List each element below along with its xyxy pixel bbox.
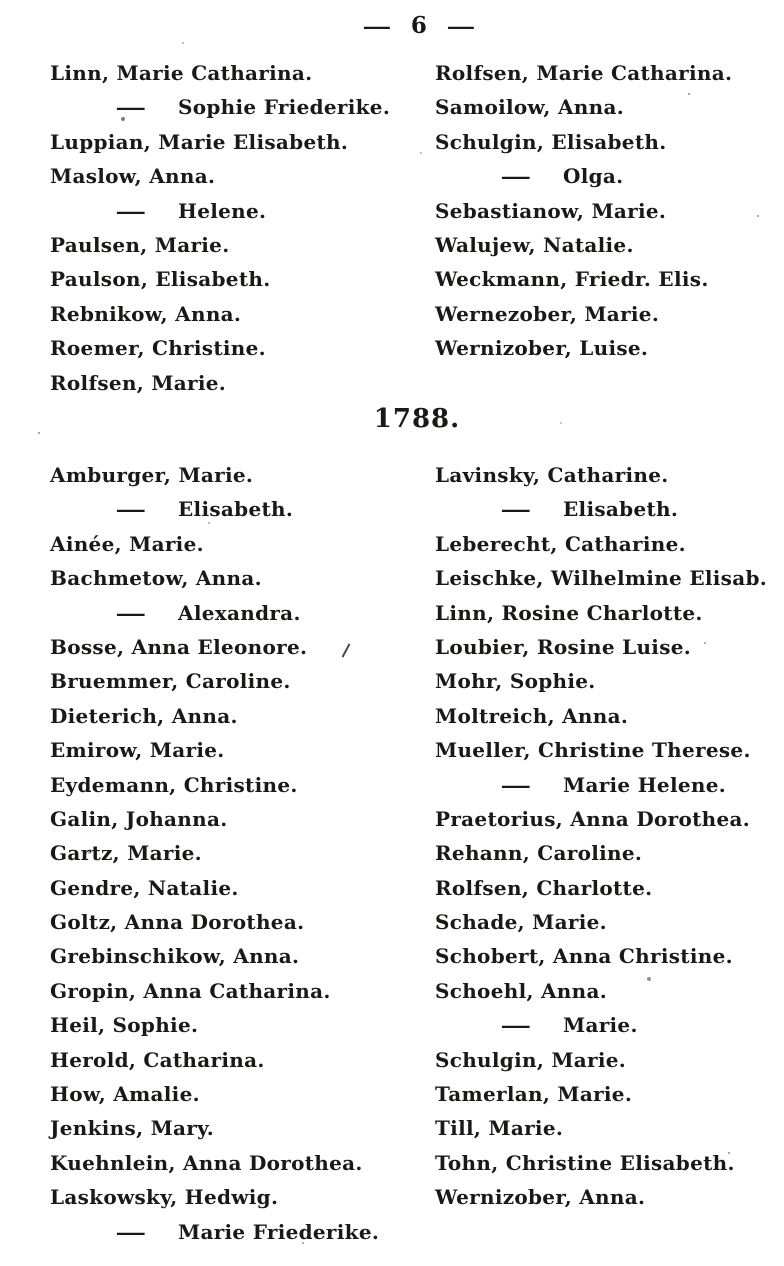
list-item [50,56,435,90]
list-item-ditto [50,596,435,630]
list-item [50,905,435,939]
list-item [50,1077,435,1111]
entry-name: Gartz, Marie. [50,841,202,866]
column-right [435,458,768,1215]
list-item [50,630,435,664]
header-dash-left: — [361,13,392,38]
list-item [435,262,734,296]
list-item [50,125,435,159]
list-item [435,939,734,973]
list-item [435,1146,734,1180]
list-item [435,297,734,331]
entry-name: Schobert, Anna Christine. [435,944,733,969]
list-item-ditto [435,492,734,526]
ditto-dash: — [500,497,532,522]
list-item [435,1043,734,1077]
entry-name: Roemer, Christine. [50,336,266,361]
entry-name: Mohr, Sophie. [435,669,596,694]
entry-name: Praetorius, Anna Dorothea. [435,806,751,831]
column-left [50,56,435,400]
entry-name: Linn, Marie Catharina. [50,61,313,85]
list-item [435,664,734,698]
entry-name: Eydemann, Christine. [50,772,298,797]
list-item [50,939,435,973]
entry-name: Elisabeth. [563,497,679,522]
list-item [50,527,435,561]
entry-name: Amburger, Marie. [50,463,254,487]
year-heading: 1788. [373,404,461,434]
list-item [50,1111,435,1145]
entry-name: Rehann, Caroline. [435,841,643,866]
entry-name: Rebnikow, Anna. [50,301,242,326]
list-item [435,905,734,939]
entry-name: Mueller, Christine Therese. [435,738,751,763]
entry-name: Walujew, Natalie. [435,232,634,257]
entry-name: Kuehnlein, Anna Dorothea. [50,1150,363,1175]
entry-name: Heil, Sophie. [50,1013,199,1038]
list-item [435,802,751,836]
list-item [435,194,734,228]
ditto-dash: — [115,1219,147,1244]
list-item [435,527,734,561]
list-item [50,561,435,595]
list-item [50,974,435,1008]
list-item [50,1180,435,1214]
entry-name: Dieterich, Anna. [50,703,238,728]
ditto-dash: — [115,497,147,522]
entry-name: Laskowsky, Hedwig. [50,1185,279,1210]
entry-name: Rolfsen, Marie Catharina. [435,61,733,85]
list-item [50,1008,435,1042]
list-item [50,733,435,767]
list-item [435,228,734,262]
list-item [50,802,435,836]
list-item-ditto [435,768,734,802]
list-item [50,1146,435,1180]
entry-name: Rolfsen, Marie. [50,370,227,395]
list-item [435,630,734,664]
list-item [435,871,734,905]
list-item [50,836,435,870]
entry-name: Elisabeth. [178,497,294,522]
list-item-ditto [50,492,435,526]
scan-noise-specks [0,0,2,2]
entry-name: Maslow, Anna. [50,164,216,189]
list-item [50,699,435,733]
entry-name: Loubier, Rosine Luise. [435,634,692,659]
header-dash-right: — [446,13,477,38]
list-item [435,125,734,159]
list-item-ditto [50,1215,435,1249]
list-item [435,1111,734,1145]
entry-name: Emirow, Marie. [50,738,225,763]
entry-name: Bruemmer, Caroline. [50,669,291,694]
name-list-section-1788 [50,458,768,1249]
entry-name: Sebastianow, Marie. [435,198,667,223]
list-item [435,1077,734,1111]
column-left [50,458,435,1249]
list-item [50,664,435,698]
list-item [435,458,734,492]
entry-name: Wernizober, Anna. [435,1185,646,1210]
page-number: 6 [410,12,428,39]
entry-name: Till, Marie. [435,1116,564,1141]
entry-name: Paulsen, Marie. [50,232,230,257]
list-item [435,90,734,124]
list-item-ditto [50,194,435,228]
entry-name: Schade, Marie. [435,910,607,935]
list-item [435,733,751,767]
list-item [435,836,734,870]
entry-name: Ainée, Marie. [50,531,204,556]
entry-name: Leberecht, Catharine. [435,531,686,556]
entry-name: Rolfsen, Charlotte. [435,875,653,900]
entry-name: Gendre, Natalie. [50,875,239,900]
entry-name: Tohn, Christine Elisabeth. [435,1150,735,1175]
list-item-ditto [435,1008,734,1042]
entry-name: Alexandra. [178,600,301,625]
list-item [435,699,734,733]
list-item [50,159,435,193]
entry-name: Schoehl, Anna. [435,978,608,1003]
list-item [435,56,734,90]
entry-name: Galin, Johanna. [50,806,228,831]
list-item [435,1180,734,1214]
entry-name: Paulson, Elisabeth. [50,267,271,292]
entry-name: Gropin, Anna Catharina. [50,978,331,1003]
column-right [435,56,734,366]
entry-name: Leischke, Wilhelmine Elisab. [435,566,768,591]
ditto-dash: — [500,772,532,797]
entry-name: Schulgin, Elisabeth. [435,129,667,154]
list-item-ditto [435,159,734,193]
list-item [50,331,435,365]
ditto-dash: — [115,95,147,120]
entry-name: Goltz, Anna Dorothea. [50,910,305,935]
entry-name: Herold, Catharina. [50,1047,265,1072]
entry-name: Weckmann, Friedr. Elis. [435,267,709,292]
entry-name: Bosse, Anna Eleonore. [50,634,308,659]
ditto-dash: — [500,164,532,189]
list-item [435,561,768,595]
list-item [50,768,435,802]
ditto-dash: — [500,1013,532,1038]
entry-name: Luppian, Marie Elisabeth. [50,129,349,154]
list-item [50,366,435,400]
name-list-section-top [50,56,734,400]
entry-name: Wernizober, Luise. [435,336,649,361]
ditto-dash: — [115,198,147,223]
entry-name: Marie Helene. [563,772,726,797]
entry-name: Jenkins, Mary. [50,1116,215,1141]
entry-name: Wernezober, Marie. [435,301,660,326]
list-item [435,596,734,630]
entry-name: Grebinschikow, Anna. [50,944,300,969]
entry-name: Linn, Rosine Charlotte. [435,600,703,625]
entry-name: Helene. [178,198,267,223]
entry-name: Lavinsky, Catharine. [435,463,669,487]
entry-name: Marie Friederike. [178,1219,380,1244]
list-item [50,1043,435,1077]
list-item [435,331,734,365]
page-header [27,12,784,39]
entry-name: Olga. [563,164,624,189]
entry-name: Bachmetow, Anna. [50,566,262,591]
entry-name: Moltreich, Anna. [435,703,629,728]
list-item [50,871,435,905]
ditto-dash: — [115,600,147,625]
list-item [50,297,435,331]
list-item [50,228,435,262]
entry-name: Schulgin, Marie. [435,1047,627,1072]
entry-name: Marie. [563,1013,638,1038]
entry-name: Tamerlan, Marie. [435,1082,633,1107]
entry-name: How, Amalie. [50,1082,200,1107]
list-item [435,974,734,1008]
entry-name: Sophie Friederike. [178,95,391,120]
entry-name: Samoilow, Anna. [435,95,624,120]
list-item [50,458,435,492]
list-item [50,262,435,296]
list-item-ditto [50,90,435,124]
